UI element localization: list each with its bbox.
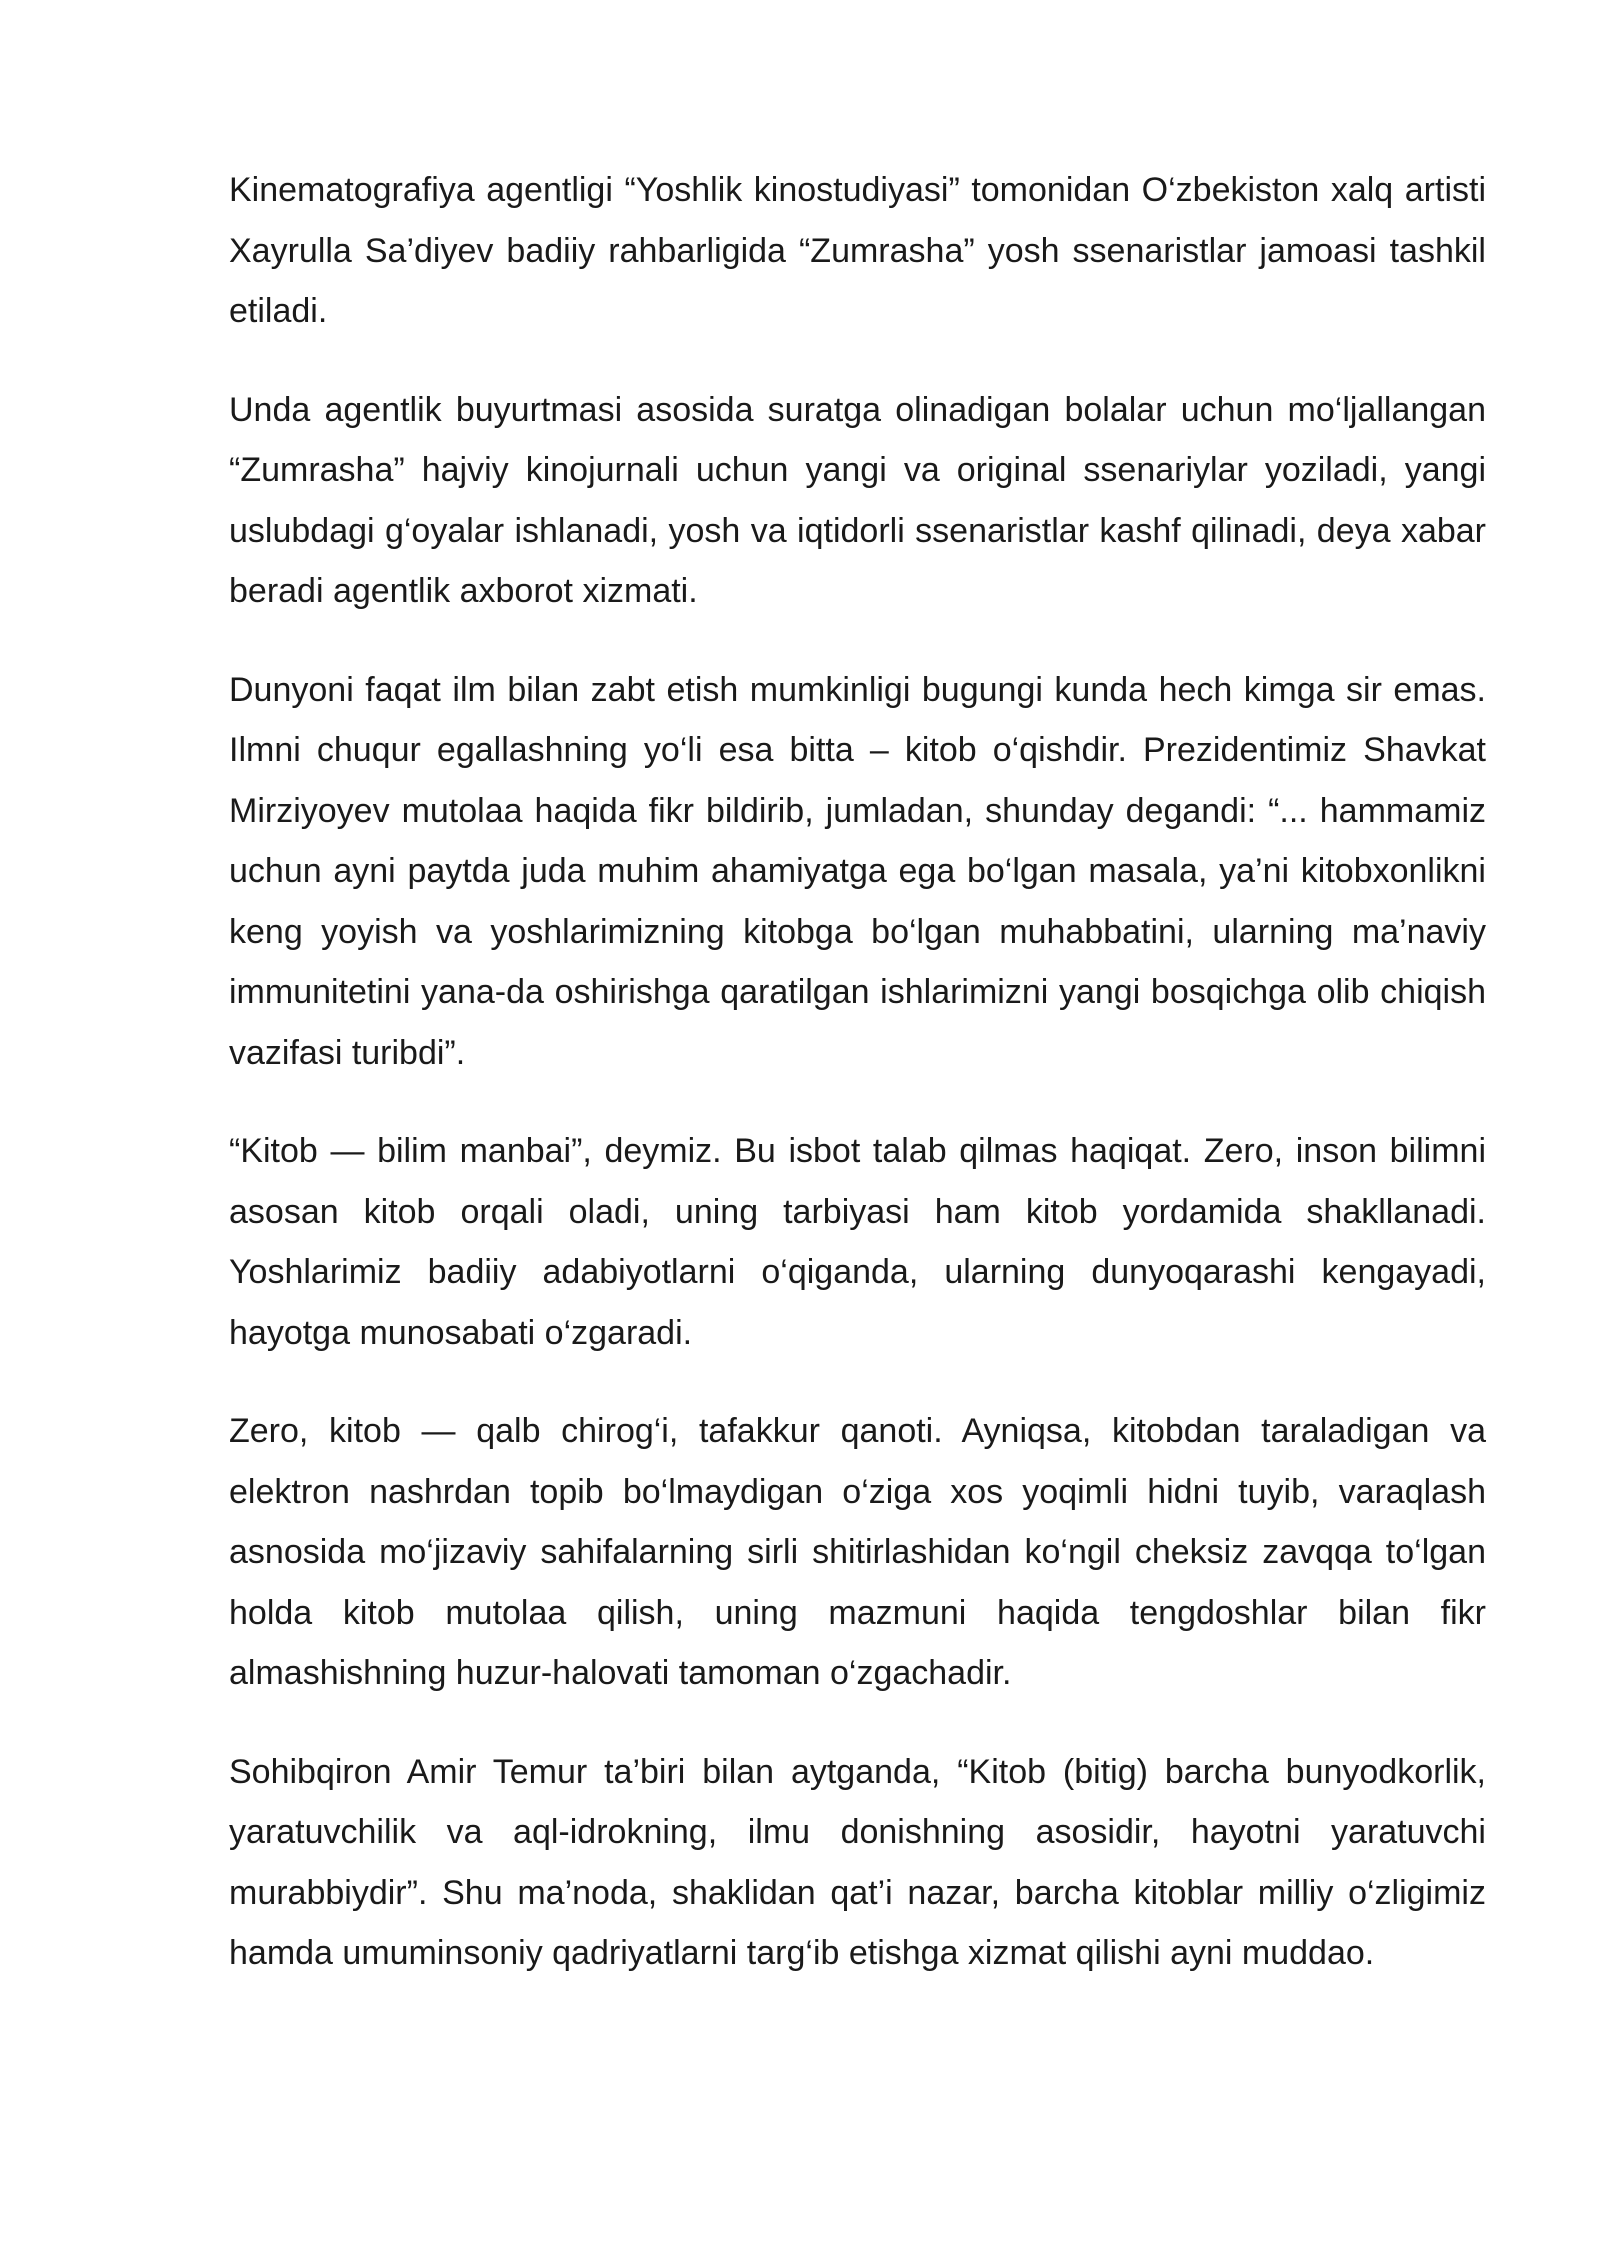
paragraph-5: Zero, kitob — qalb chirog‘i, tafakkur qanoti. Ayniqsa, kitobdan taraladigan va elektron nashrdan topib bo‘lmaydigan o‘ziga xos yoqimli hidni tuyib, varaqlash asnosida mo‘jizaviy sahifalarning sirli shitirlashidan ko‘ngil cheksiz zavqqa to‘lgan holda kitob mutolaa qilish, uning mazmuni haqida tengdoshlar bilan fikr almashishning huzur-halovati tamoman o‘zgachadir. xyxy=(229,1412,1486,1692)
paragraph-6: Sohibqiron Amir Temur ta’biri bilan aytganda, “Kitob (bitig) barcha bunyodkorlik, yaratuvchilik va aql-idrokning, ilmu donishning asosidir, hayotni yaratuvchi murabbiydir”. Shu ma’noda, shaklidan qat’i nazar, barcha kitoblar milliy o‘zligimiz hamda umuminsoniy qadriyatlarni targ‘ib etishga xizmat qilishi ayni muddao. xyxy=(229,1752,1486,1972)
paragraph-2: Unda agentlik buyurtmasi asosida suratga olinadigan bolalar uchun mo‘ljallangan “Zumrasha” hajviy kinojurnali uchun yangi va original ssenariylar yoziladi, yangi uslubdagi g‘oyalar ishlanadi, yosh va iqtidorli ssenaristlar kashf qilinadi, deya xabar beradi agentlik axborot xizmati. xyxy=(229,390,1486,610)
paragraph-1: Kinematografiya agentligi “Yoshlik kinostudiyasi” tomonidan O‘zbekiston xalq artisti Xayrulla Sa’diyev badiiy rahbarligida “Zumrasha” yosh ssenaristlar jamoasi tashkil etiladi. xyxy=(229,171,1486,330)
paragraph-3: Dunyoni faqat ilm bilan zabt etish mumkinligi bugungi kunda hech kimga sir emas. Ilmni chuqur egallashning yo‘li esa bitta – kitob o‘qishdir. Prezidentimiz Shavkat Mirziyoyev mutolaa haqida fikr bildirib, jumladan, shunday degandi: “... hammamiz uchun ayni paytda juda muhim ahamiyatga ega bo‘lgan masala, ya’ni kitobxonlikni keng yoyish va yoshlarimizning kitobga bo‘lgan muhabbatini, ularning ma’naviy immunitetini yana-da oshirishga qaratilgan ishlarimizni yangi bosqichga olib chiqish vazifasi turibdi”. xyxy=(229,670,1486,1072)
document-page xyxy=(229,160,1486,2022)
paragraph-4: “Kitob — bilim manbai”, deymiz. Bu isbot talab qilmas haqiqat. Zero, inson bilimni asosan kitob orqali oladi, uning tarbiyasi ham kitob yordamida shakllanadi. Yoshlarimiz badiiy adabiyotlarni o‘qiganda, ularning dunyoqarashi kengayadi, hayotga munosabati o‘zgaradi. xyxy=(229,1132,1486,1352)
